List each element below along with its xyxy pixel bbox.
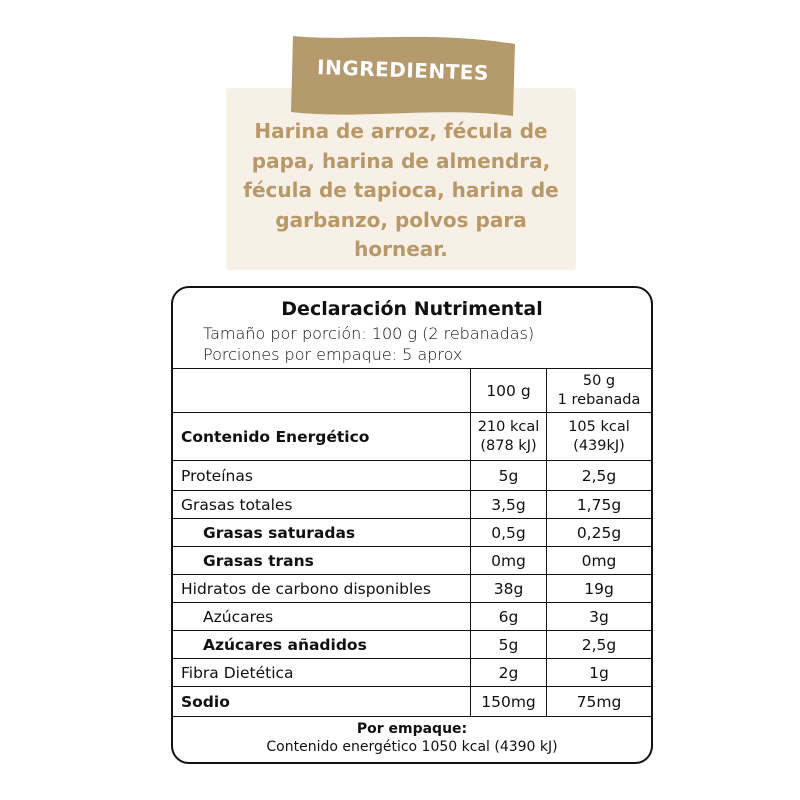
row-value-50g xyxy=(546,413,651,461)
row-value-50g: 19g xyxy=(546,575,651,603)
row-label: Grasas totales xyxy=(181,496,293,514)
row-value-100g: 0mg xyxy=(470,547,546,575)
table-row xyxy=(173,412,651,461)
row-value-100g: 38g xyxy=(470,575,546,603)
row-label: Hidratos de carbono disponibles xyxy=(181,580,431,598)
row-value-100g: 5g xyxy=(470,631,546,659)
row-value-50g: 75mg xyxy=(546,687,651,717)
col-100g: 100 g xyxy=(470,369,546,413)
serving-size: Tamaño por porción: 100 g (2 rebanadas) xyxy=(203,324,535,343)
row-value-100g: 150mg xyxy=(470,687,546,717)
row-label: Contenido Energético xyxy=(181,428,370,446)
row-label: Sodio xyxy=(181,693,230,711)
ingredients-line: papa, harina de almendra, xyxy=(251,148,551,173)
package-summary xyxy=(173,716,651,764)
row-value-50g: 0mg xyxy=(546,547,651,575)
table-row xyxy=(173,460,651,491)
row-label: Fibra Dietética xyxy=(181,664,294,682)
row-value-50g: 1,75g xyxy=(546,491,651,519)
ingredients-line: garbanzo, polvos para xyxy=(275,207,527,232)
row-value-50g: 1g xyxy=(546,659,651,687)
col-50g-amount: 50 g xyxy=(582,373,616,389)
energy-kj: (878 kJ) xyxy=(480,438,537,454)
column-header-row xyxy=(173,368,651,413)
row-value-50g: 3g xyxy=(546,603,651,631)
table-row xyxy=(173,686,651,717)
row-label: Grasas trans xyxy=(203,552,314,570)
table-row xyxy=(173,490,651,519)
row-value-100g: 0,5g xyxy=(470,519,546,547)
table-row xyxy=(173,574,651,603)
row-value-100g: 6g xyxy=(470,603,546,631)
energy-kcal: 105 kcal xyxy=(568,419,630,435)
ingredients-line: fécula de tapioca, harina de xyxy=(243,178,559,202)
row-label: Azúcares xyxy=(203,608,274,626)
row-value-50g: 2,5g xyxy=(546,631,651,659)
col-50g xyxy=(546,369,651,413)
row-value-100g xyxy=(470,413,546,461)
package-summary-title: Por empaque: xyxy=(356,721,468,737)
row-label: Azúcares añadidos xyxy=(203,636,367,654)
row-value-100g: 2g xyxy=(470,659,546,687)
row-value-100g: 3,5g xyxy=(470,491,546,519)
row-value-100g: 5g xyxy=(470,461,546,491)
ingredients-title: INGREDIENTES xyxy=(316,55,490,85)
ingredients-banner xyxy=(289,34,517,120)
package-summary-text: Contenido energético 1050 kcal (4390 kJ) xyxy=(266,739,558,755)
table-row xyxy=(173,630,651,659)
ingredients-text xyxy=(226,117,576,265)
empty-header-cell xyxy=(181,369,471,413)
energy-kj: (439kJ) xyxy=(573,438,625,454)
row-label: Grasas saturadas xyxy=(203,524,356,542)
table-row xyxy=(173,602,651,631)
table-row xyxy=(173,546,651,575)
nutrition-title: Declaración Nutrimental xyxy=(281,298,543,320)
ingredients-line: hornear. xyxy=(354,237,448,261)
ingredients-line: Harina de arroz, fécula de xyxy=(254,119,548,143)
row-value-50g: 0,25g xyxy=(546,519,651,547)
row-label: Proteínas xyxy=(181,467,253,485)
col-50g-portion: 1 rebanada xyxy=(557,392,641,408)
row-value-50g: 2,5g xyxy=(546,461,651,491)
servings-per-package: Porciones por empaque: 5 aprox xyxy=(203,345,463,364)
table-row xyxy=(173,658,651,687)
table-row xyxy=(173,518,651,547)
energy-kcal: 210 kcal xyxy=(477,419,540,435)
nutrition-header xyxy=(173,288,651,368)
nutrition-table xyxy=(171,286,653,764)
